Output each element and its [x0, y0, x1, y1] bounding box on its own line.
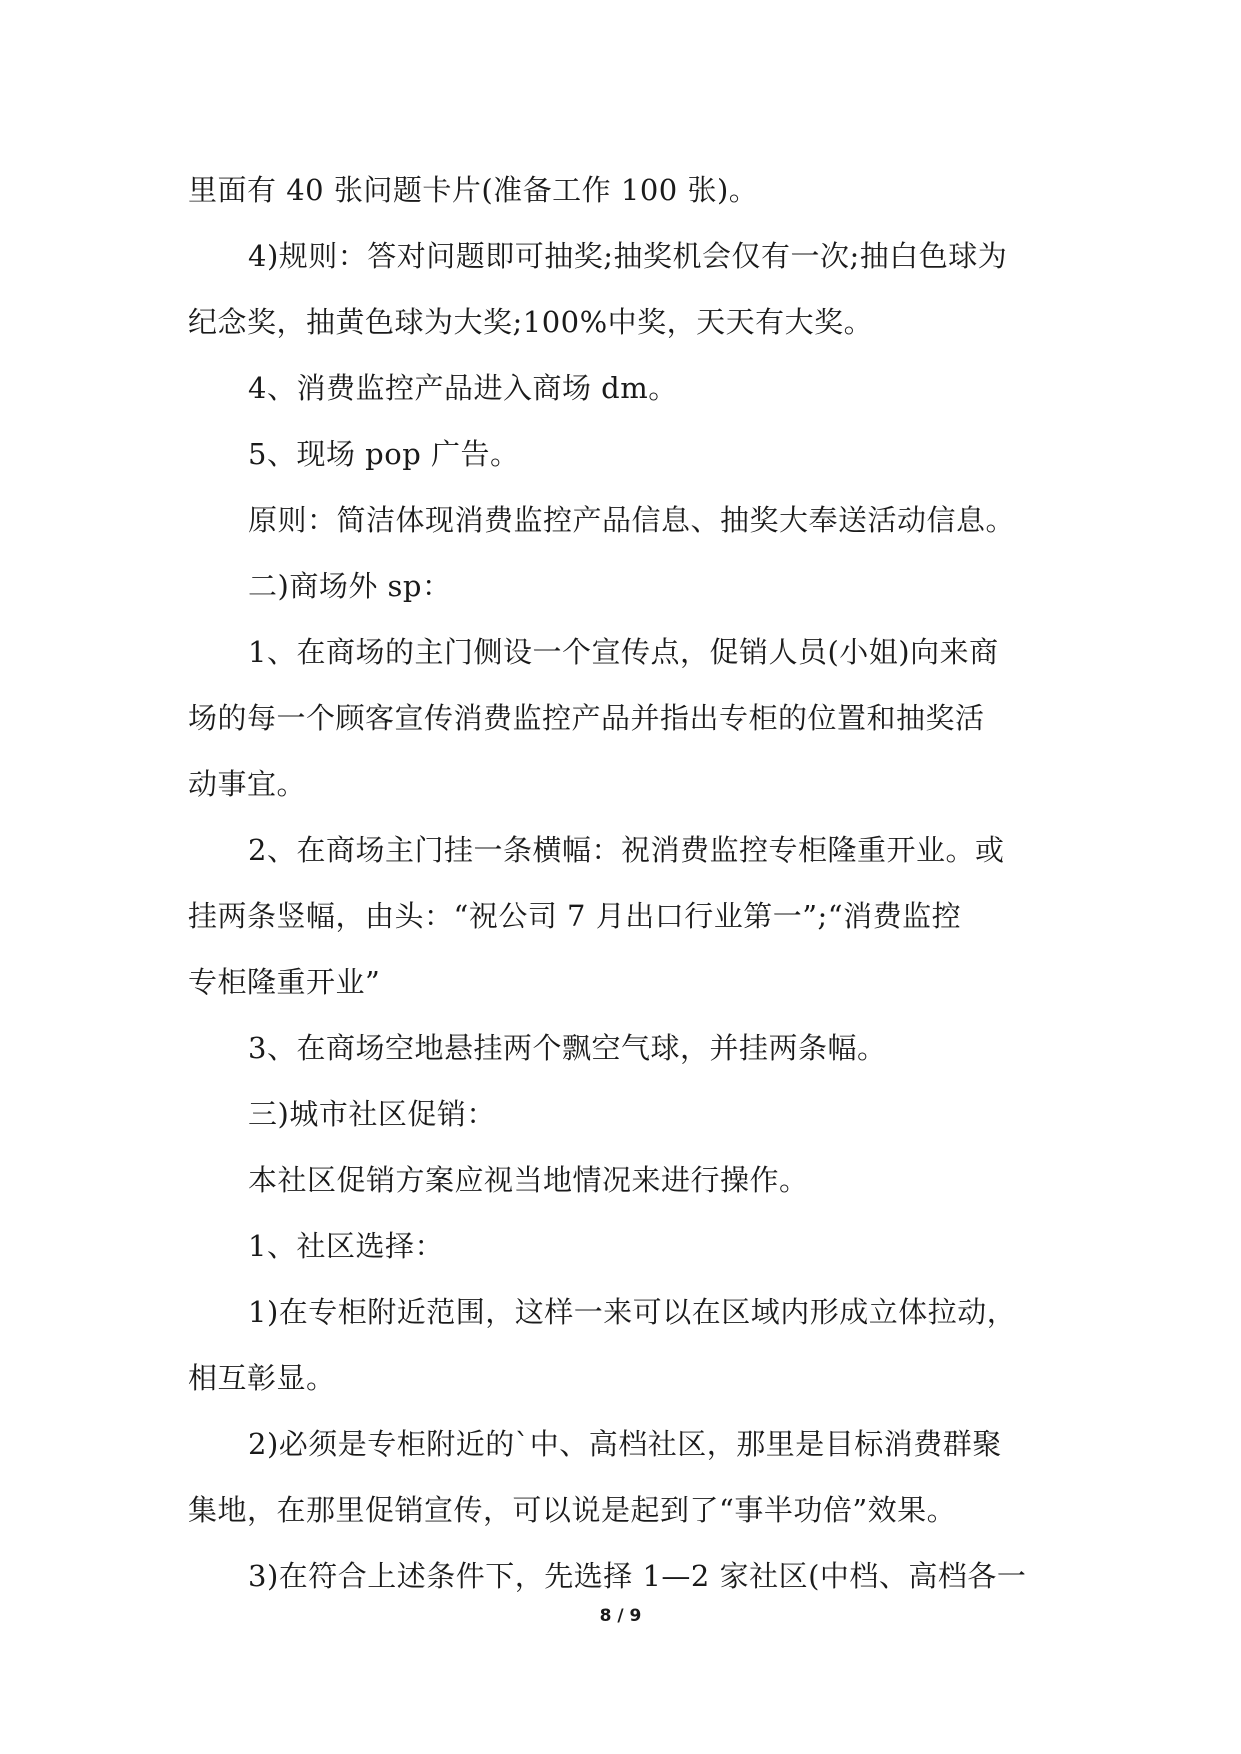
- text-line: 4、消费监控产品进入商场 dm。: [248, 371, 678, 405]
- text-line: 3、在商场空地悬挂两个飘空气球，并挂两条幅。: [248, 1031, 887, 1065]
- text-line: 3)在符合上述条件下，先选择 1—2 家社区(中档、高档各一: [248, 1559, 1027, 1593]
- text-line: 1)在专柜附近范围，这样一来可以在区域内形成立体拉动，: [248, 1295, 1017, 1329]
- text-line: 挂两条竖幅，由头：“祝公司 7 月出口行业第一”;“消费监控: [188, 899, 962, 933]
- text-line: 本社区促销方案应视当地情况来进行操作。: [248, 1163, 809, 1197]
- text-line: 集地，在那里促销宣传，可以说是起到了“事半功倍”效果。: [188, 1493, 957, 1527]
- page-number: 8 / 9: [599, 1606, 642, 1626]
- text-line: 2、在商场主门挂一条横幅：祝消费监控专柜隆重开业。或: [248, 833, 1005, 867]
- text-line: 原则：简洁体现消费监控产品信息、抽奖大奉送活动信息。: [248, 503, 1016, 537]
- document-body: [188, 157, 1058, 1609]
- text-line: 专柜隆重开业”: [188, 965, 381, 999]
- text-line: 里面有 40 张问题卡片(准备工作 100 张)。: [188, 173, 759, 207]
- text-line: 1、在商场的主门侧设一个宣传点，促销人员(小姐)向来商: [248, 635, 999, 669]
- text-line: 相互彰显。: [188, 1361, 336, 1395]
- text-line: 二)商场外 sp：: [248, 569, 452, 603]
- text-line: 场的每一个顾客宣传消费监控产品并指出专柜的位置和抽奖活: [188, 701, 985, 735]
- text-line: 纪念奖，抽黄色球为大奖;100%中奖，天天有大奖。: [188, 305, 874, 339]
- text-line: 4)规则：答对问题即可抽奖;抽奖机会仅有一次;抽白色球为: [248, 239, 1008, 273]
- text-line: 1、社区选择：: [248, 1229, 444, 1263]
- text-line: 5、现场 pop 广告。: [248, 437, 520, 471]
- text-line: 动事宜。: [188, 767, 307, 801]
- text-line: 2)必须是专柜附近的`中、高档社区，那里是目标消费群聚: [248, 1427, 1002, 1461]
- text-line: 三)城市社区促销：: [248, 1097, 496, 1131]
